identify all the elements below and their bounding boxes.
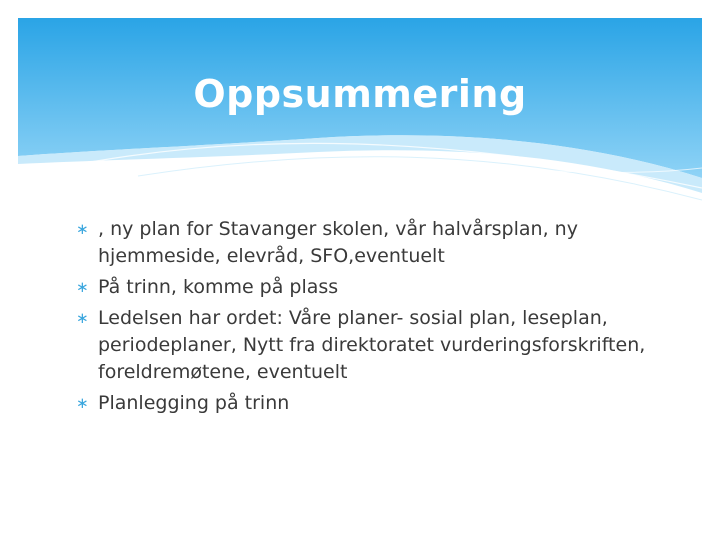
bullet-list <box>76 216 676 421</box>
bullet-item <box>76 390 676 417</box>
asterisk-bullet-icon: ∗ <box>76 278 89 296</box>
asterisk-bullet-icon: ∗ <box>76 309 89 327</box>
bullet-item <box>76 274 676 301</box>
bullet-text: , ny plan for Stavanger skolen, vår halvårsplan, ny hjemmeside, elevråd, SFO,eventuelt <box>98 218 578 267</box>
bullet-text: På trinn, komme på plass <box>98 276 339 298</box>
asterisk-bullet-icon: ∗ <box>76 220 89 238</box>
bullet-item <box>76 305 676 386</box>
title-banner <box>18 18 702 208</box>
bullet-item <box>76 216 676 270</box>
bullet-text: Ledelsen har ordet: Våre planer- sosial plan, leseplan, periodeplaner, Nytt fra direktoratet vurderingsforskriften, foreldremøtene, eventuelt <box>98 307 646 383</box>
slide-title: Oppsummering <box>193 72 527 116</box>
bullet-text: Planlegging på trinn <box>98 392 290 414</box>
asterisk-bullet-icon: ∗ <box>76 394 89 412</box>
